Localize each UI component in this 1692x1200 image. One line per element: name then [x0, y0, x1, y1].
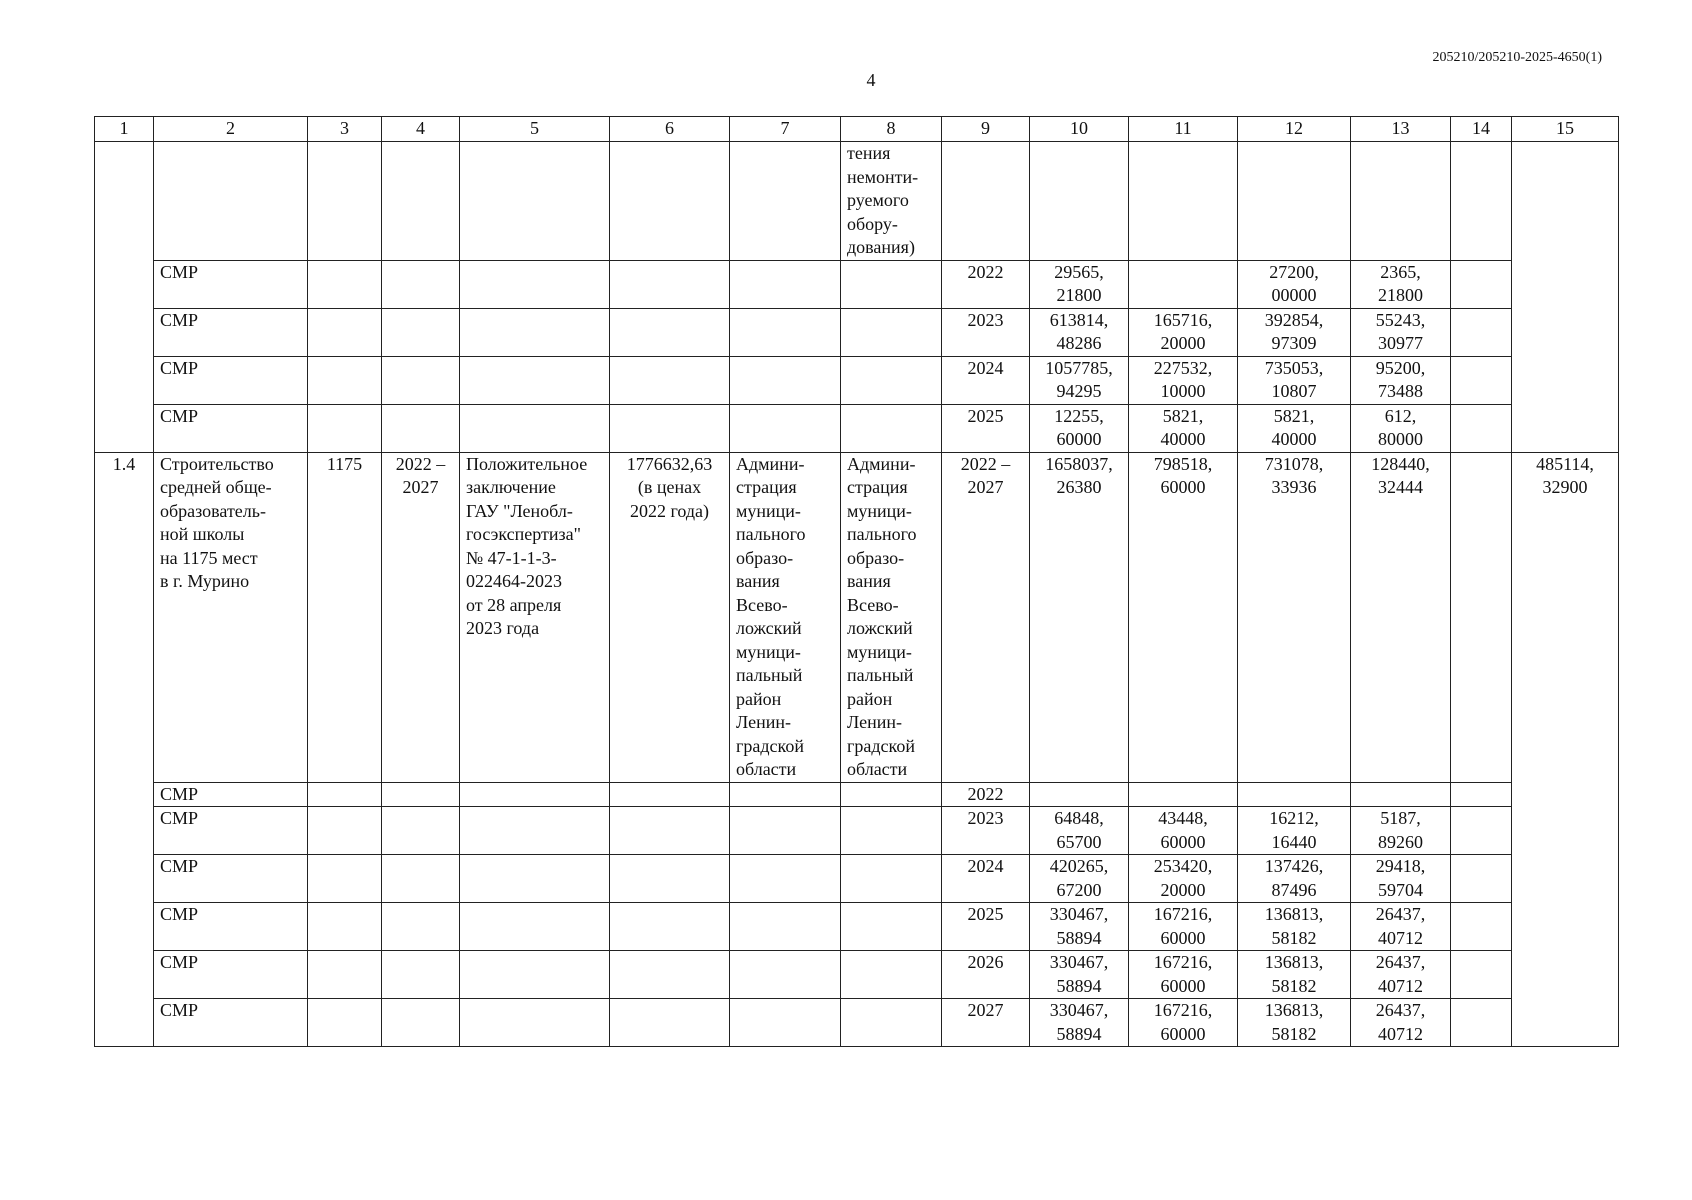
column-header: 12: [1238, 117, 1351, 142]
cell-value: 612, 80000: [1351, 404, 1451, 452]
cell-value: 5821, 40000: [1238, 404, 1351, 452]
cell-value: 165716, 20000: [1129, 308, 1238, 356]
cell-developer: Админи- страция муници- пального образо- вания Всево- ложский муници- пальный район Ленин- градской области: [841, 452, 942, 782]
cell-value: [1451, 951, 1512, 999]
cell-value: 731078, 33936: [1238, 452, 1351, 782]
cell-value: [1451, 903, 1512, 951]
cell-col8-continuation: тения немонти- руемого обору- дования): [841, 142, 942, 261]
cell-year: 2023: [942, 308, 1030, 356]
cell-value: 43448, 60000: [1129, 807, 1238, 855]
cell-value: 16212, 16440: [1238, 807, 1351, 855]
cell-value: 55243, 30977: [1351, 308, 1451, 356]
cell-year: 2025: [942, 404, 1030, 452]
cell-period: 2022 – 2027: [382, 452, 460, 782]
cell-value: 12255, 60000: [1030, 404, 1129, 452]
cell-year: 2026: [942, 951, 1030, 999]
cell-object-name: Строительство средней обще- образователь- ной школы на 1175 мест в г. Мурино: [154, 452, 308, 782]
cell-value: [1451, 782, 1512, 807]
column-header: 5: [460, 117, 610, 142]
cell-value: [1451, 807, 1512, 855]
cell-year: 2024: [942, 356, 1030, 404]
cell-value: 2365, 21800: [1351, 260, 1451, 308]
cell-smr: СМР: [154, 807, 308, 855]
cell-value: 29565, 21800: [1030, 260, 1129, 308]
cell-value: 137426, 87496: [1238, 855, 1351, 903]
cell-value: [1451, 404, 1512, 452]
table-row: [95, 903, 1619, 951]
column-number-row: [95, 117, 1619, 142]
column-header: 3: [308, 117, 382, 142]
cell-value: [1451, 260, 1512, 308]
cell-value: 26437, 40712: [1351, 999, 1451, 1047]
table-row: [95, 999, 1619, 1047]
cell-smr: СМР: [154, 404, 308, 452]
cell-value: 136813, 58182: [1238, 951, 1351, 999]
cell-value: 5187, 89260: [1351, 807, 1451, 855]
table-row: [95, 807, 1619, 855]
table-row: [95, 782, 1619, 807]
column-header: 1: [95, 117, 154, 142]
cell-value: [1451, 999, 1512, 1047]
cell-value: 167216, 60000: [1129, 999, 1238, 1047]
column-header: 7: [730, 117, 841, 142]
cell-expertise: Положительное заключение ГАУ "Ленобл- госэкспертиза" № 47-1-1-3- 022464-2023 от 28 апреля 2023 года: [460, 452, 610, 782]
cell-value: 798518, 60000: [1129, 452, 1238, 782]
column-header: 13: [1351, 117, 1451, 142]
column-header: 14: [1451, 117, 1512, 142]
cell-value: 128440, 32444: [1351, 452, 1451, 782]
cell-value: [1030, 782, 1129, 807]
table-row: [95, 855, 1619, 903]
table-row-item-1-4: [95, 452, 1619, 782]
cell-value: [1451, 855, 1512, 903]
cell-value: 29418, 59704: [1351, 855, 1451, 903]
table-row: [95, 260, 1619, 308]
cell-years: 2022 – 2027: [942, 452, 1030, 782]
cell-smr: СМР: [154, 308, 308, 356]
cell-value: 330467, 58894: [1030, 951, 1129, 999]
cell-value: 1057785, 94295: [1030, 356, 1129, 404]
cell-value: [1129, 260, 1238, 308]
cell-value: [1451, 356, 1512, 404]
cell-value: 26437, 40712: [1351, 903, 1451, 951]
cell-year: 2022: [942, 260, 1030, 308]
cell-cost: 1776632,63 (в ценах 2022 года): [610, 452, 730, 782]
cell-value: [1451, 452, 1512, 782]
cell-value: [1129, 782, 1238, 807]
cell-item-number: 1.4: [95, 452, 154, 1047]
cell-value: [1238, 782, 1351, 807]
table-row: [95, 308, 1619, 356]
cell-col15-value: 485114, 32900: [1512, 452, 1619, 1047]
column-header: 10: [1030, 117, 1129, 142]
column-header: 4: [382, 117, 460, 142]
cell-smr: СМР: [154, 356, 308, 404]
cell-value: 27200, 00000: [1238, 260, 1351, 308]
cell-smr: СМР: [154, 855, 308, 903]
table-row: [95, 356, 1619, 404]
cell-value: 26437, 40712: [1351, 951, 1451, 999]
cell-value: [1451, 308, 1512, 356]
cell-value: 136813, 58182: [1238, 903, 1351, 951]
cell-capacity: 1175: [308, 452, 382, 782]
cell-value: 5821, 40000: [1129, 404, 1238, 452]
cell-value: 167216, 60000: [1129, 951, 1238, 999]
cell-value: 167216, 60000: [1129, 903, 1238, 951]
column-header: 15: [1512, 117, 1619, 142]
cell-smr: СМР: [154, 999, 308, 1047]
cell-smr: СМР: [154, 951, 308, 999]
cell-value: 253420, 20000: [1129, 855, 1238, 903]
cell-smr: СМР: [154, 903, 308, 951]
cell-smr: СМР: [154, 260, 308, 308]
cell-value: 1658037, 26380: [1030, 452, 1129, 782]
cell-value: 613814, 48286: [1030, 308, 1129, 356]
cell-value: 392854, 97309: [1238, 308, 1351, 356]
document-number: 205210/205210-2025-4650(1): [1432, 50, 1602, 65]
cell-year: 2022: [942, 782, 1030, 807]
table-row: [95, 951, 1619, 999]
cell-customer: Админи- страция муници- пального образо- вания Всево- ложский муници- пальный район Ленин- градской области: [730, 452, 841, 782]
cell-smr: СМР: [154, 782, 308, 807]
cell-year: 2027: [942, 999, 1030, 1047]
cell-value: 95200, 73488: [1351, 356, 1451, 404]
column-header: 11: [1129, 117, 1238, 142]
cell-value: [1351, 782, 1451, 807]
table-row: [95, 404, 1619, 452]
cell-value: 136813, 58182: [1238, 999, 1351, 1047]
column-header: 6: [610, 117, 730, 142]
cell-value: 330467, 58894: [1030, 903, 1129, 951]
column-header: 9: [942, 117, 1030, 142]
column-header: 2: [154, 117, 308, 142]
cell-value: 330467, 58894: [1030, 999, 1129, 1047]
cell-year: 2025: [942, 903, 1030, 951]
cell-value: 227532, 10000: [1129, 356, 1238, 404]
cell-value: 64848, 65700: [1030, 807, 1129, 855]
cell-value: 735053, 10807: [1238, 356, 1351, 404]
column-header: 8: [841, 117, 942, 142]
investment-table: [94, 116, 1619, 1047]
cell-value: 420265, 67200: [1030, 855, 1129, 903]
table-row: [95, 142, 1619, 261]
page-number: 4: [866, 70, 876, 90]
cell-year: 2024: [942, 855, 1030, 903]
cell-year: 2023: [942, 807, 1030, 855]
